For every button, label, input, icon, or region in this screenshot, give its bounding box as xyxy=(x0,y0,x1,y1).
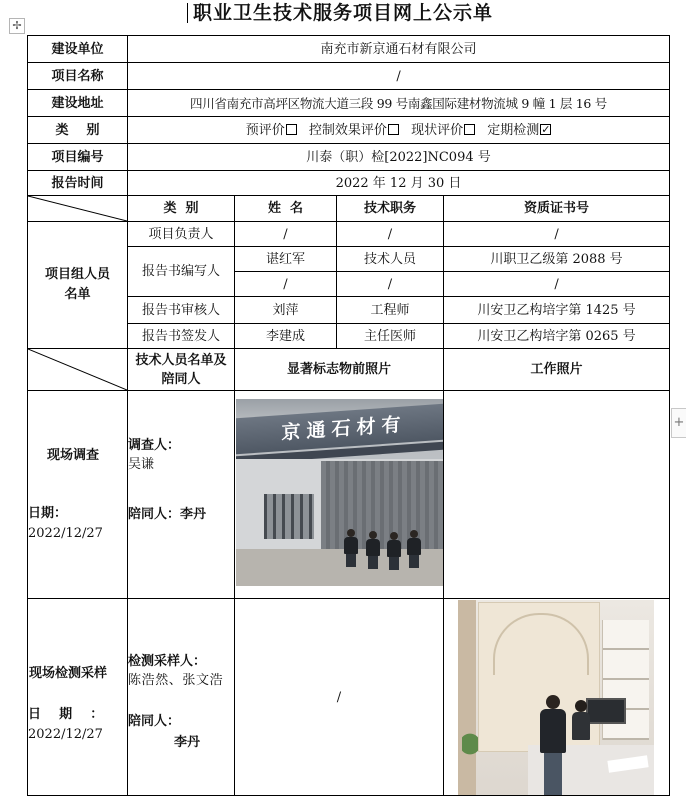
report-time-value: 2022 年 12 月 30 日 xyxy=(128,171,670,196)
sampling-companion-label: 陪同人： xyxy=(128,714,181,729)
row-project-name xyxy=(28,63,670,90)
diagonal-line xyxy=(28,349,127,390)
site-sampling-row xyxy=(28,599,670,796)
option-status-evaluation[interactable] xyxy=(411,123,475,138)
staff-header-title: 技术职务 xyxy=(337,196,444,222)
site-sampling-label-cell xyxy=(28,599,128,796)
row-category xyxy=(28,117,670,144)
site-survey-date-label: 日期： xyxy=(28,506,68,521)
office-work-photo xyxy=(458,600,654,795)
staff-title: 主任医师 xyxy=(337,324,444,349)
project-name-value: / xyxy=(128,63,670,90)
person-figure xyxy=(572,700,590,740)
person-figure xyxy=(366,531,380,569)
construction-unit-label: 建设单位 xyxy=(28,36,128,63)
investigator-label: 调查人： xyxy=(128,438,181,453)
option-pre-evaluation[interactable] xyxy=(246,123,297,138)
option-control-effect[interactable] xyxy=(309,123,399,138)
staff-title: 工程师 xyxy=(337,297,444,324)
investigator-name: 吴谦 xyxy=(128,457,155,472)
construction-address-label: 建设地址 xyxy=(28,90,128,117)
report-time-label: 报告时间 xyxy=(28,171,128,196)
diagonal-line xyxy=(28,196,127,221)
construction-address-value: 四川省南充市高坪区物流大道三段 99 号南鑫国际建材物流城 9 幢 1 层 16 号 xyxy=(128,90,670,117)
monitor xyxy=(586,698,626,724)
staff-group-label: 项目组人员名单 xyxy=(28,222,128,349)
photos-header-row xyxy=(28,349,670,391)
checkbox-icon[interactable] xyxy=(286,124,297,135)
staff-cert: 川职卫乙级第 2088 号 xyxy=(444,247,670,272)
staff-category: 报告书签发人 xyxy=(128,324,235,349)
sampling-landmark-photo-cell: / xyxy=(235,599,444,796)
site-sampling-date-label: 日 期 ： xyxy=(28,707,104,722)
staff-title: 技术人员 xyxy=(337,247,444,272)
staff-title: / xyxy=(337,272,444,297)
site-survey-label-cell xyxy=(28,391,128,599)
staff-title: / xyxy=(337,222,444,247)
person-figure xyxy=(540,695,566,795)
staff-row xyxy=(28,222,670,247)
site-sampling-staff-cell xyxy=(128,599,235,796)
diagonal-header-cell xyxy=(28,196,128,222)
photos-header-staff: 技术人员名单及陪同人 xyxy=(128,349,235,391)
text-cursor xyxy=(187,3,188,23)
project-name-label: 项目名称 xyxy=(28,63,128,90)
person-figure xyxy=(387,532,401,570)
sampling-work-photo-cell xyxy=(444,599,670,796)
site-sampling-label: 现场检测采样 xyxy=(29,666,108,681)
staff-header-cert: 资质证书号 xyxy=(444,196,670,222)
checkbox-icon[interactable] xyxy=(388,124,399,135)
site-survey-label: 现场调查 xyxy=(47,448,100,463)
site-survey-companion xyxy=(128,506,206,523)
checked-checkbox-icon[interactable] xyxy=(540,124,551,135)
row-report-time xyxy=(28,171,670,196)
category-options xyxy=(128,117,670,144)
option-periodic-testing-label: 定期检测 xyxy=(487,122,540,138)
sampler-names: 陈浩然、张文浩 xyxy=(128,673,224,688)
category-label: 类 别 xyxy=(28,117,128,144)
storefront-sign: 京通石材有 xyxy=(236,404,444,455)
staff-header-row xyxy=(28,196,670,222)
staff-name: / xyxy=(235,272,337,297)
photos-header-landmark: 显著标志物前照片 xyxy=(235,349,444,391)
landmark-photo-cell xyxy=(235,391,444,599)
staff-category: 项目负责人 xyxy=(128,222,235,247)
plant xyxy=(462,728,478,768)
person-figure xyxy=(344,529,358,567)
staff-category: 报告书编写人 xyxy=(128,247,235,297)
staff-header-name: 姓 名 xyxy=(235,196,337,222)
row-project-number xyxy=(28,144,670,171)
option-status-evaluation-label: 现状评价 xyxy=(411,122,464,138)
companion-label: 陪同人： xyxy=(128,507,181,522)
staff-cert: / xyxy=(444,222,670,247)
site-survey-row xyxy=(28,391,670,599)
project-number-value: 川泰（职）检[2022]NC094 号 xyxy=(128,144,670,171)
project-number-label: 项目编号 xyxy=(28,144,128,171)
photos-header-work: 工作照片 xyxy=(444,349,670,391)
rolling-door xyxy=(321,461,444,549)
add-column-icon[interactable]: + xyxy=(671,408,686,438)
staff-header-category: 类 别 xyxy=(128,196,235,222)
option-pre-evaluation-label: 预评价 xyxy=(245,122,285,138)
staff-category: 报告书审核人 xyxy=(128,297,235,324)
person-figure xyxy=(407,530,421,568)
staff-cert: / xyxy=(444,272,670,297)
staff-cert: 川安卫乙构培字第 0265 号 xyxy=(444,324,670,349)
staff-cert: 川安卫乙构培字第 1425 号 xyxy=(444,297,670,324)
staff-name: 谌红军 xyxy=(235,247,337,272)
site-survey-date: 2022/12/27 xyxy=(28,526,103,541)
row-construction-unit xyxy=(28,36,670,63)
diagonal-header-cell xyxy=(28,349,128,391)
staff-name: / xyxy=(235,222,337,247)
sampling-companion-name: 李丹 xyxy=(174,735,201,750)
option-periodic-testing[interactable] xyxy=(487,123,551,138)
row-construction-address xyxy=(28,90,670,117)
storefront-photo xyxy=(236,399,444,586)
site-survey-work-photo-cell xyxy=(444,391,670,599)
storefront-window xyxy=(264,494,314,539)
page-title: 职业卫生技术服务项目网上公示单 xyxy=(192,2,493,24)
option-control-effect-label: 控制效果评价 xyxy=(308,122,387,138)
site-survey-staff-cell xyxy=(128,391,235,599)
sampler-label: 检测采样人： xyxy=(128,654,207,669)
disclosure-table xyxy=(27,35,670,796)
construction-unit-value: 南充市新京通石材有限公司 xyxy=(128,36,670,63)
site-sampling-date: 2022/12/27 xyxy=(28,727,103,742)
checkbox-icon[interactable] xyxy=(464,124,475,135)
table-move-handle-icon[interactable]: ✢ xyxy=(9,18,25,34)
companion-name: 李丹 xyxy=(180,507,207,522)
staff-name: 李建成 xyxy=(235,324,337,349)
staff-name: 刘萍 xyxy=(235,297,337,324)
